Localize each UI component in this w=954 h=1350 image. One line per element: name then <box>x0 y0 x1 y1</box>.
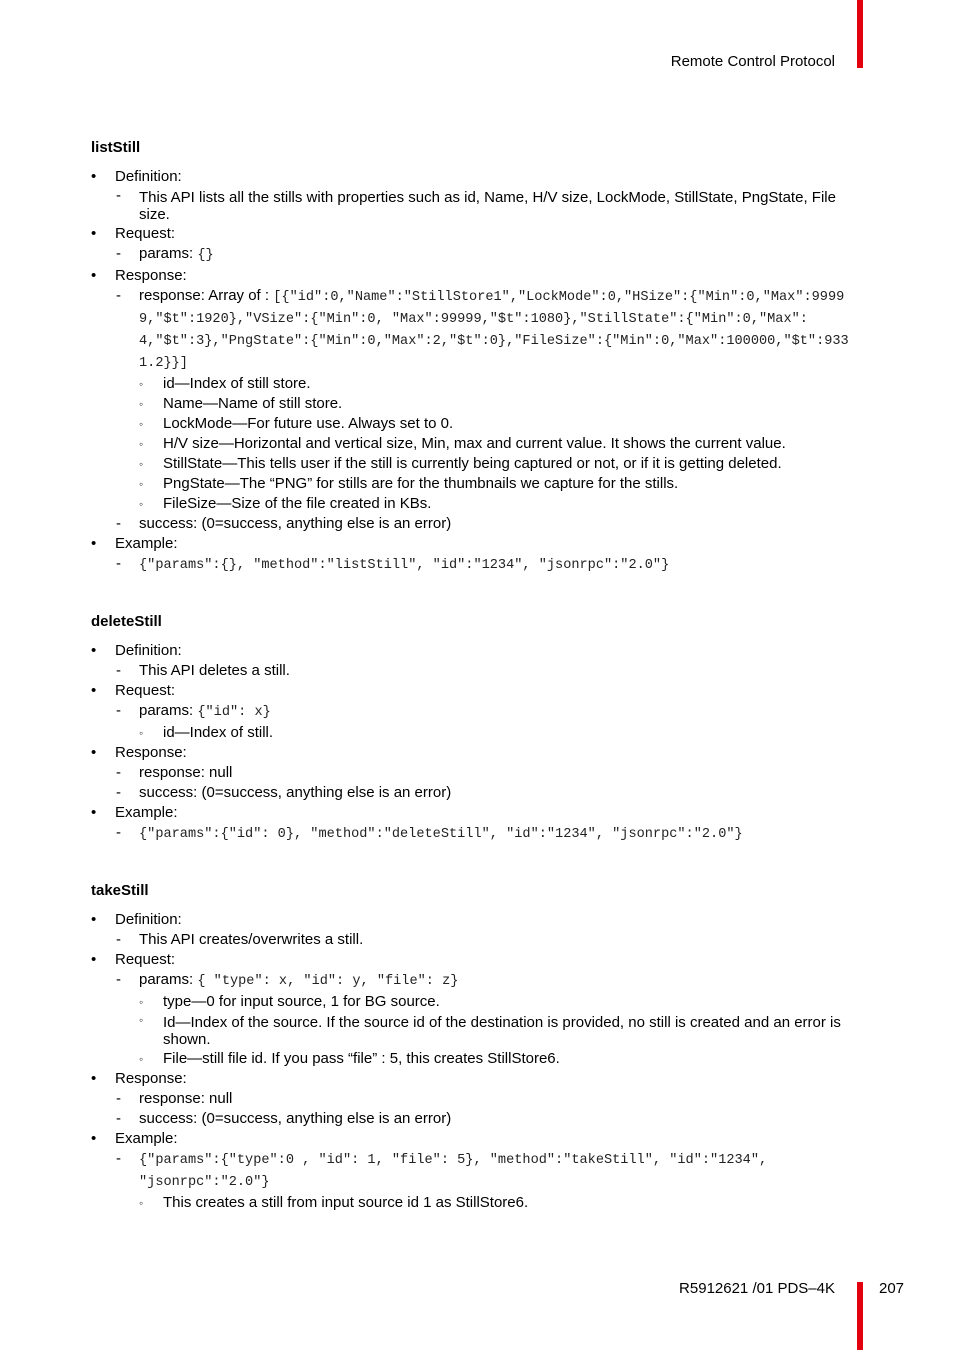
example-line <box>115 823 863 845</box>
request-item <box>91 224 863 266</box>
field-item: ◦ id—Index of still. <box>139 723 863 743</box>
example-code: {"params":{"id": 0}, "method":"deleteStill", "id":"1234", "jsonrpc":"2.0"} <box>139 827 743 842</box>
request-label: Request: <box>115 682 176 699</box>
response-item <box>91 743 863 803</box>
field-item: ◦ type—0 for input source, 1 for BG source. <box>139 992 863 1012</box>
field-item: ◦ Name—Name of still store. <box>139 394 863 414</box>
params-code: { "type": x, "id": y, "file": z} <box>197 974 459 989</box>
params-code: {} <box>197 248 214 263</box>
field-item: ◦ StillState—This tells user if the still is currently being captured or not, or if it is getting deleted. <box>139 454 863 474</box>
success-line: - success: (0=success, anything else is an error) <box>115 1109 863 1129</box>
section-title: listStill <box>91 139 141 156</box>
definition-label: Definition: <box>115 168 182 185</box>
example-item <box>91 803 863 845</box>
example-line <box>115 1149 863 1213</box>
example-item <box>91 534 863 576</box>
field-item: ◦ PngState—The “PNG” for stills are for the thumbnails we capture for the stills. <box>139 474 863 494</box>
params-code: {"id": x} <box>197 705 271 720</box>
section-liststill <box>91 138 863 576</box>
response-line: - response: null <box>115 1089 863 1109</box>
response-label: Response: <box>115 744 187 761</box>
header-accent-bar <box>857 0 863 68</box>
request-item <box>91 950 863 1069</box>
definition-label: Definition: <box>115 911 182 928</box>
running-header: Remote Control Protocol <box>670 53 835 70</box>
params-label: params: <box>139 702 194 719</box>
definition-text: - This API deletes a still. <box>115 661 863 681</box>
definition-item <box>91 167 863 224</box>
api-details-list <box>91 641 863 845</box>
page-content <box>91 138 863 1249</box>
example-label: Example: <box>115 535 178 552</box>
params-line <box>115 701 863 743</box>
response-line: - response: null <box>115 763 863 783</box>
params-label: params: <box>139 245 194 262</box>
response-array-label: response: Array of : <box>139 287 270 304</box>
example-label: Example: <box>115 1130 178 1147</box>
success-line: - success: (0=success, anything else is an error) <box>115 783 863 803</box>
section-deletestill <box>91 612 863 845</box>
definition-text: - This API lists all the stills with properties such as id, Name, H/V size, LockMode, StillState, PngState, File size. <box>115 187 863 224</box>
definition-label: Definition: <box>115 642 182 659</box>
response-code: [{"id":0,"Name":"StillStore1","LockMode":0,"HSize":{"Min":0,"Max":99999,"$t":1920},"VSize":{"Min":0, "Max":99999,"$t":1080},"StillState":{"Min":0,"Max":4,"$t":3},"PngState":{"Min":0,"Max":2,"$t":0},"FileSize":{"Min":0,"Max":100000,"$t":9331.2}}] <box>139 290 849 371</box>
field-item: ◦ FileSize—Size of the file created in KBs. <box>139 494 863 514</box>
example-code: {"params":{"type":0 , "id": 1, "file": 5}, "method":"takeStill", "id":"1234", "jsonrpc":"2.0"} <box>139 1153 768 1190</box>
page-number: 207 <box>879 1280 905 1297</box>
example-code: {"params":{}, "method":"listStill", "id":"1234", "jsonrpc":"2.0"} <box>139 558 670 573</box>
api-details-list <box>91 167 863 576</box>
field-item: ◦ Id—Index of the source. If the source id of the destination is provided, no still is created and an error is shown. <box>139 1012 863 1049</box>
section-title: takeStill <box>91 882 149 899</box>
field-item: ◦ LockMode—For future use. Always set to 0. <box>139 414 863 434</box>
api-details-list <box>91 910 863 1213</box>
response-label: Response: <box>115 267 187 284</box>
params-line <box>115 244 863 266</box>
response-line <box>115 286 863 514</box>
definition-item <box>91 910 863 950</box>
success-line: - success: (0=success, anything else is an error) <box>115 514 863 534</box>
section-takestill <box>91 881 863 1213</box>
section-title: deleteStill <box>91 613 162 630</box>
response-label: Response: <box>115 1070 187 1087</box>
params-label: params: <box>139 971 194 988</box>
footer-accent-bar <box>857 1282 863 1350</box>
field-item: ◦ id—Index of still store. <box>139 374 863 394</box>
example-line <box>115 554 863 576</box>
definition-item <box>91 641 863 681</box>
field-item: ◦ File—still file id. If you pass “file” : 5, this creates StillStore6. <box>139 1049 863 1069</box>
example-label: Example: <box>115 804 178 821</box>
request-label: Request: <box>115 225 176 242</box>
field-item: ◦ H/V size—Horizontal and vertical size, Min, max and current value. It shows the current value. <box>139 434 863 454</box>
footer-document-id: R5912621 /01 PDS–4K <box>679 1280 835 1297</box>
definition-text: - This API creates/overwrites a still. <box>115 930 863 950</box>
response-item <box>91 266 863 534</box>
example-note: ◦ This creates a still from input source id 1 as StillStore6. <box>139 1193 863 1213</box>
response-item <box>91 1069 863 1129</box>
request-label: Request: <box>115 951 176 968</box>
request-item <box>91 681 863 743</box>
params-line <box>115 970 863 1069</box>
example-item <box>91 1129 863 1213</box>
